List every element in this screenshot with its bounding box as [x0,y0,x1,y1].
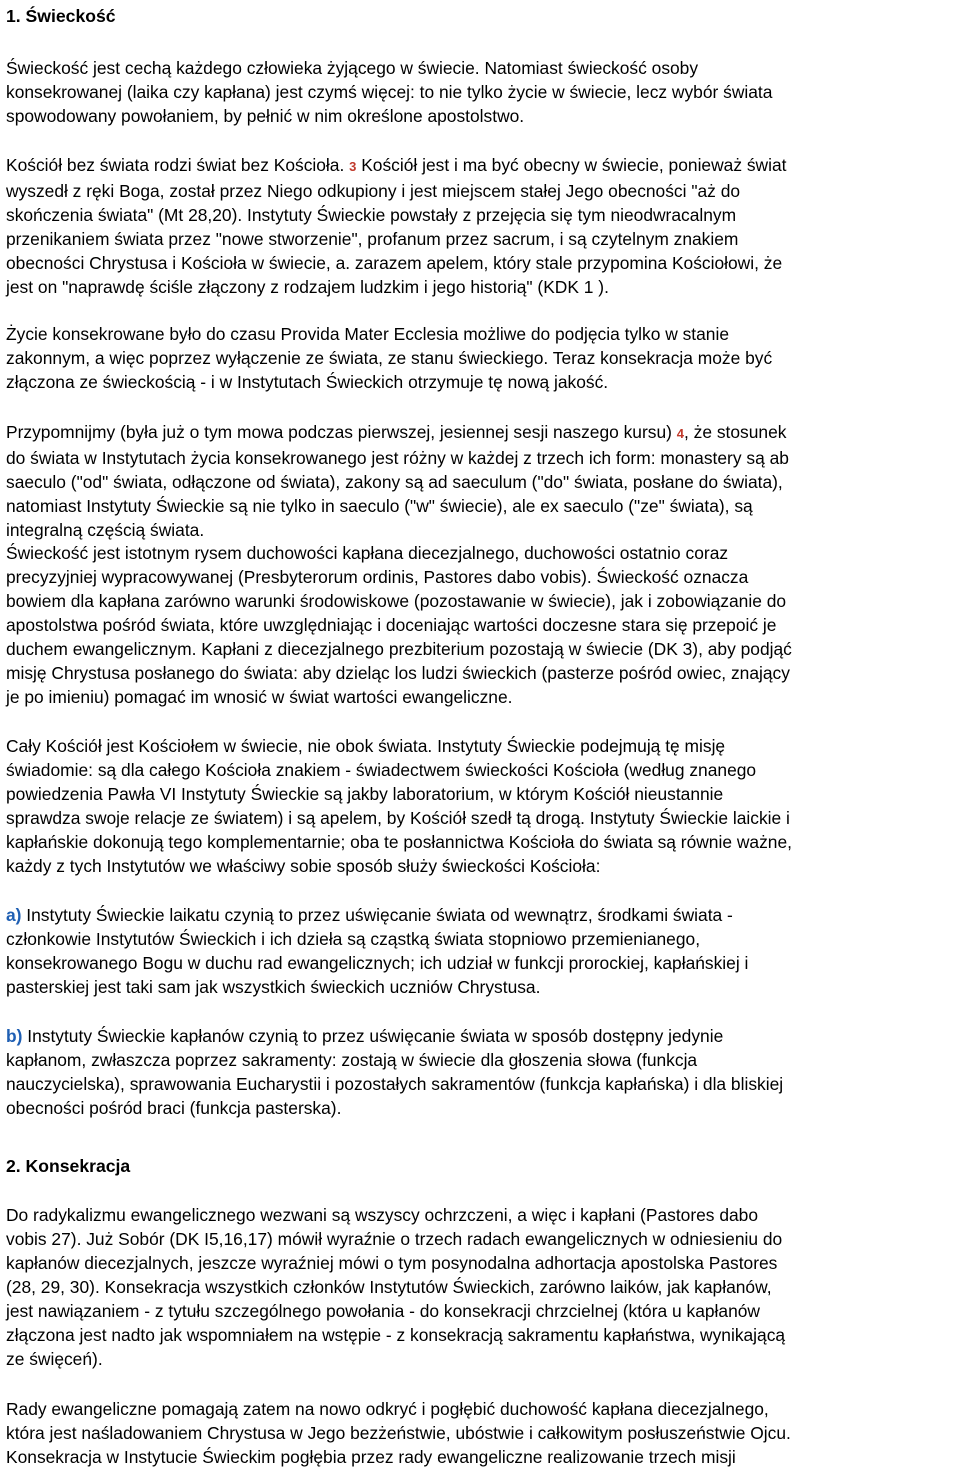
section-1-paragraph-1: Świeckość jest cechą każdego człowieka żyjącego w świecie. Natomiast świeckość osoby konsekrowanej (laika czy kapłana) jest czymś więcej: to nie tylko życie w świecie, lecz wybór świata spowodowany powołaniem, by pełnić w nim określone apostolstwo. [6,58,773,126]
section-1-paragraph-6: Cały Kościół jest Kościołem w świecie, nie obok świata. Instytuty Świeckie podejmują tę misję świadomie: są dla całego Kościoła znakiem - świadectwem świeckości Kościoła (według znanego powiedzenia Pawła VI Instytuty Świeckie są jakby laboratorium, w którym Kościół nieustannie sprawdza swoje relacje ze światem) i są apelem, by Kościół szedł tą drogą. Instytuty Świeckie laickie i kapłańskie dokonują tego komplementarnie; oba te posłannictwa Kościoła do świata są równie ważne, każdy z tych Instytutów we właściwy sobie sposób służy świeckości Kościoła: [6,736,792,876]
section-2-paragraph-2: Rady ewangeliczne pomagają zatem na nowo odkryć i pogłębić duchowość kapłana diecezjalnego, która jest naśladowaniem Chrystusa w Jego bezżeństwie, ubóstwie i całkowitym posłuszeństwie Ojcu. Konsekracja w Instytucie Świeckim pogłębia przez rady ewangeliczne realizowanie trzech misji [6,1399,791,1467]
section-1-heading: 1. Świeckość [6,6,116,26]
paragraph-4-lead-text: Przypomnijmy (była już o tym mowa podczas pierwszej, jesiennej sesji naszego kursu) [6,422,677,442]
footnote-ref-4[interactable]: 4 [676,426,684,441]
paragraph-2-body-text: Kościół jest i ma być obecny w świecie, ponieważ świat wyszedł z ręki Boga, został przez Niego odkupiony i jest miejscem stałej Jego obecności "aż do skończenia świata" (Mt 28,20). Instytuty Świeckie powstały z przejęcia się tym nieodwracalnym przenikaniem świata przez "nowe stworzenie", profanum przez sacrum, i są czytelnym znakiem obecności Chrystusa i Kościoła w świecie, a. zarazem apelem, który stale przypomina Kościołowi, że jest on "naprawdę ściśle złączony z rodzajem ludzkim i jego historią" (KDK 1 ). [6,155,787,297]
paragraph-4-body-text: , że stosunek do świata w Instytutach życia konsekrowanego jest różny w każdej z trzech ich form: monastery są ab saeculo ("od" świata, odłączone od świata), zakony są ad saeculum ("do" świata, posłane do świata), natomiast Instytuty Świeckie są nie tylko in saeculo ("w" świecie), ale ex saeculo ("ze" świata), są integralną częścią świata. [6,422,789,540]
list-marker-a: a) [6,905,22,925]
section-2-heading: 2. Konsekracja [6,1156,131,1176]
section-1-paragraph-4 [6,420,958,542]
section-1-list-item-a [6,903,958,999]
footnote-ref-3[interactable]: 3 [349,159,357,174]
section-2-paragraph-1: Do radykalizmu ewangelicznego wezwani są wszyscy ochrzczeni, a więc i kapłani (Pastores dabo vobis 27). Już Sobór (DK I5,16,17) mówił wyraźnie o trzech radach ewangelicznych w odniesieniu do kapłanów diecezjalnych, jeszcze wyraźniej mówi o tym posynodalna adhortacja apostolska Pastores (28, 29, 30). Konsekracja wszystkich członków Instytutów Świeckich, zarówno laików, jak kapłanów, jest nawiązaniem - z tytułu szczególnego powołania - do konsekracji chrzcielnej (która u kapłanów złączona jest nadto jak wspomniałem na wstępie - z konsekracją sakramentu kapłaństwa, wynikającą ze święceń). [6,1205,786,1369]
section-1-list-item-b [6,1024,958,1120]
section-1-paragraph-2 [6,153,958,299]
list-item-a-text: Instytuty Świeckie laikatu czynią to przez uświęcanie świata od wewnątrz, środkami świata - członkowie Instytutów Świeckich i ich dzieła są cząstką świata stopniowo przemienianego, konsekrowanego Bogu w duchu rad ewangelicznych; ich udział w funkcji prorockiej, kapłańskiej i pasterskiej jest taki sam jak wszystkich świeckich uczniów Chrystusa. [6,905,749,997]
section-1-paragraph-3: Życie konsekrowane było do czasu Provida Mater Ecclesia możliwe do podjęcia tylko w stanie zakonnym, a więc poprzez wyłączenie ze świata, ze stanu świeckiego. Teraz konsekracja może być złączona ze świeckością - i w Instytutach Świeckich otrzymuje tę nową jakość. [6,324,773,392]
section-1-paragraph-5: Świeckość jest istotnym rysem duchowości kapłana diecezjalnego, duchowości ostatnio coraz precyzyjniej wypracowywanej (Presbyterorum ordinis, Pastores dabo vobis). Świeckość oznacza bowiem dla kapłana zarówno warunki środowiskowe (pozostawanie w świecie), jak i zobowiązanie do apostolstwa pośród świata, które uwzględniając i doceniając wartości doczesne stara się przepoić je duchem ewangelicznym. Kapłani z diecezjalnego prezbiterium pozostają w świecie (DK 3), aby podjąć misję Chrystusa posłanego do świata: aby dzieląc los ludzi świeckich (pasterze pośród owiec, znający je po imieniu) pomagać im wnosić w świat wartości ewangeliczne. [6,543,792,707]
list-item-b-text: Instytuty Świeckie kapłanów czynią to przez uświęcanie świata w sposób dostępny jedynie kapłanom, zwłaszcza poprzez sakramenty: zostają w świecie dla głoszenia słowa (funkcja nauczycielska), sprawowania Eucharystii i pozostałych sakramentów (funkcja kapłańska) i dla bliskiej obecności pośród braci (funkcja pasterska). [6,1026,784,1118]
list-marker-b: b) [6,1026,23,1046]
paragraph-2-lead-text: Kościół bez świata rodzi świat bez Kościoła. [6,155,350,175]
